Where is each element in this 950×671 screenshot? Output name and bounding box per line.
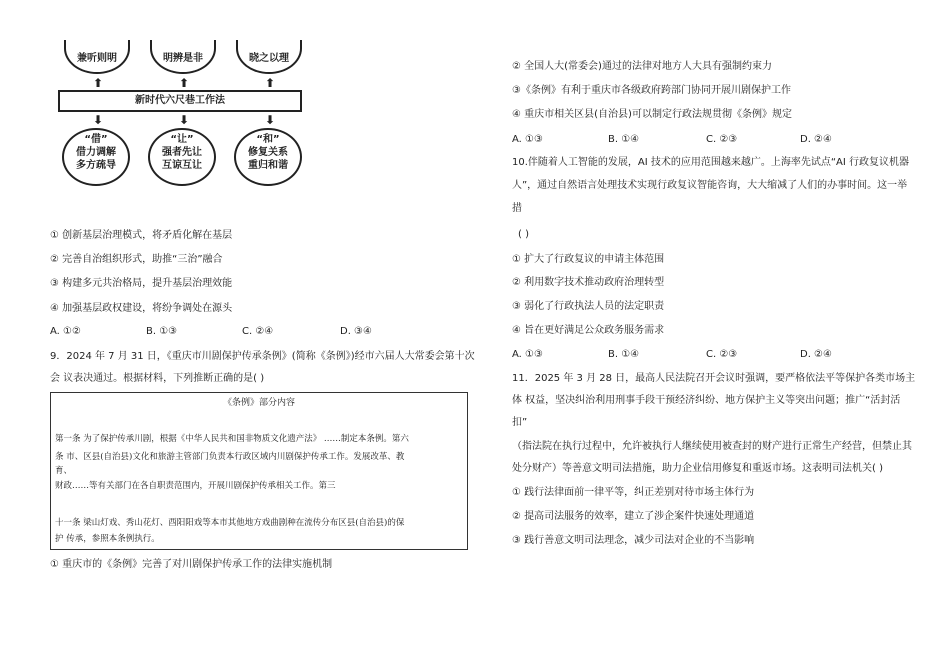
q10-answer-d: D. ②④	[800, 349, 832, 360]
box-line: 护 传承，参照本条例执行。	[55, 534, 160, 544]
down-arrow-icon: ⬇	[93, 113, 104, 127]
q11-stem-line5: 处分财产）等善意文明司法措施，助力企业信用修复和重返市场。这表明司法机关( )	[512, 463, 883, 474]
q11-option-1: ① 践行法律面前一律平等，纠正差别对待市场主体行为	[512, 487, 755, 498]
up-arrow-icon: ⬆	[179, 76, 190, 90]
box-line: 第一条 为了保护传承川剧，根据《中华人民共和国非物质文化遗产法》 ……制定本条例。第六	[55, 434, 409, 444]
q10-option-2: ② 利用数字技术推动政府治理转型	[512, 277, 665, 288]
q9-answer-c: C. ②③	[706, 134, 738, 145]
q8-answer-a: A. ①②	[50, 326, 81, 337]
box-caption: 《条例》部分内容	[222, 398, 295, 408]
q10-stem-line3: 措	[512, 203, 522, 214]
regulation-excerpt-box	[50, 392, 468, 550]
up-arrow-icon: ⬆	[265, 76, 276, 90]
top-oval-1: 兼听则明	[64, 40, 130, 74]
q8-answer-c: C. ②④	[242, 326, 274, 337]
q10-stem-line1: 10.伴随着人工智能的发展，AI 技术的应用范围越来越广。上海率先试点“AI 行政复议机器	[512, 157, 910, 168]
center-band: 新时代六尺巷工作法	[58, 90, 302, 112]
q10-option-3: ③ 弱化了行政执法人员的法定职责	[512, 301, 665, 312]
q9-stem-line1: 9．2024 年 7 月 31 日，《重庆市川剧保护传承条例》(简称《条例》)经市六届人大常委会第十次	[50, 351, 475, 362]
q9-option-4: ④ 重庆市相关区县(自治县)可以制定行政法规贯彻《条例》规定	[512, 109, 792, 120]
box-line: 育、	[55, 466, 73, 476]
q8-option-3: ③ 构建多元共治格局，提升基层治理效能	[50, 278, 233, 289]
down-arrow-icon: ⬇	[179, 113, 190, 127]
bottom-oval-3: “和” 修复关系 重归和谐	[234, 128, 302, 186]
box-line: 十一条 梁山灯戏、秀山花灯、酉阳阳戏等本市其他地方戏曲剧种在流传分布区县(自治县)的保	[55, 518, 405, 528]
q9-answer-d: D. ②④	[800, 134, 832, 145]
q10-answer-paren: ( )	[518, 229, 529, 240]
q8-option-2: ② 完善自治组织形式，助推“三治”融合	[50, 254, 223, 265]
diagram	[50, 40, 320, 190]
up-arrow-icon: ⬆	[93, 76, 104, 90]
q10-answer-b: B. ①④	[608, 349, 640, 360]
q9-option-3: ③《条例》有利于重庆市各级政府跨部门协同开展川剧保护工作	[512, 85, 791, 96]
bottom-oval-2: “让” 强者先让 互谅互让	[148, 128, 216, 186]
q10-answer-c: C. ②③	[706, 349, 738, 360]
q10-answer-a: A. ①③	[512, 349, 543, 360]
q11-stem-line2: 体 权益，坚决纠治利用刑事手段干预经济纠纷、地方保护主义等突出问题；推广“活封活	[512, 395, 901, 406]
box-line: 财政……等有关部门在各自职责范围内，开展川剧保护传承相关工作。第三	[55, 481, 336, 491]
q9-answer-b: B. ①④	[608, 134, 640, 145]
q9-option-1: ① 重庆市的《条例》完善了对川剧保护传承工作的法律实施机制	[50, 559, 333, 570]
q8-answer-b: B. ①③	[146, 326, 178, 337]
q11-option-2: ② 提高司法服务的效率，建立了涉企案件快速处理通道	[512, 511, 755, 522]
down-arrow-icon: ⬇	[265, 113, 276, 127]
q8-answer-d: D. ③④	[340, 326, 372, 337]
q11-option-3: ③ 践行善意文明司法理念，减少司法对企业的不当影响	[512, 535, 755, 546]
q9-option-2: ② 全国人大(常委会)通过的法律对地方人大具有强制约束力	[512, 61, 772, 72]
q11-stem-line1: 11．2025 年 3 月 28 日，最高人民法院召开会议时强调，要严格依法平等保护各类市场主	[512, 373, 916, 384]
q10-option-4: ④ 旨在更好满足公众政务服务需求	[512, 325, 665, 336]
q10-stem-line2: 人”，通过自然语言处理技术实现行政复议智能咨询，大大缩减了人们的办事时间。这一举	[512, 180, 908, 191]
q8-option-1: ① 创新基层治理模式，将矛盾化解在基层	[50, 230, 233, 241]
q10-option-1: ① 扩大了行政复议的申请主体范围	[512, 254, 665, 265]
top-oval-3: 晓之以理	[236, 40, 302, 74]
box-line: 条 市、区县(自治县)文化和旅游主管部门负责本行政区域内川剧保护传承工作。发展改革、教	[55, 452, 405, 462]
top-oval-2: 明辨是非	[150, 40, 216, 74]
q11-stem-line3: 扣”	[512, 417, 528, 428]
q11-stem-line4: （指法院在执行过程中，允许被执行人继续使用被查封的财产进行正常生产经营，但禁止其	[512, 441, 912, 452]
q9-stem-line2: 会 议表决通过。根据材料，下列推断正确的是( )	[50, 373, 265, 384]
q9-answer-a: A. ①③	[512, 134, 543, 145]
q8-option-4: ④ 加强基层政权建设，将纷争调处在源头	[50, 303, 233, 314]
bottom-oval-1: “借” 借力调解 多方疏导	[62, 128, 130, 186]
